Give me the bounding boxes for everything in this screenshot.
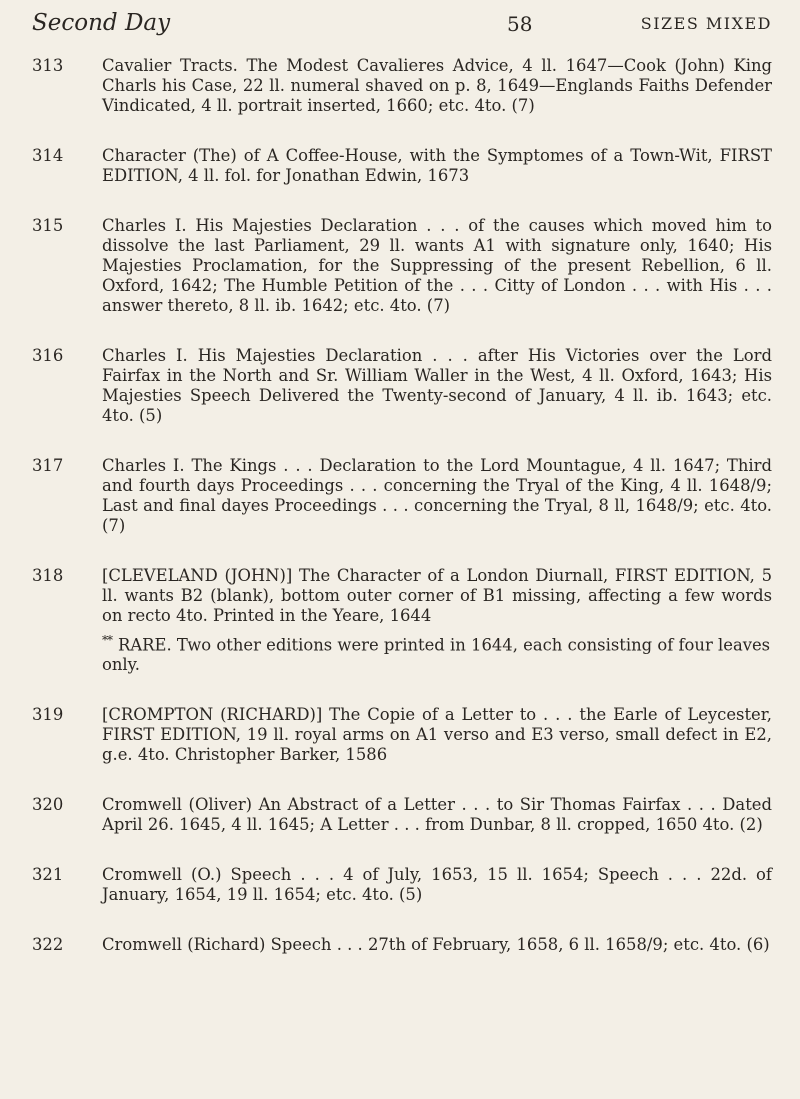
lot-entry (32, 56, 772, 116)
lot-number: 313 (32, 56, 64, 75)
lot-entry (32, 216, 772, 316)
lot-entry (32, 865, 772, 905)
lot-description: Character (The) of A Coffee-House, with the Symptomes of a Town-Wit, FIRST EDITION, 4 ll. fol. for Jonathan Edwin, 1673 (102, 146, 772, 185)
lot-description: Charles I. His Majesties Declaration . . . of the causes which moved him to dissolve the last Parliament, 29 ll. wants A1 with signature only, 1640; His Majesties Proclamation, for the Suppressing of the present Rebellion, 6 ll. Oxford, 1642; The Humble Petition of the . . . Citty of London . . . with His . . . answer thereto, 8 ll. ib. 1642; etc. 4to. (7) (102, 216, 772, 315)
lot-entry (32, 795, 772, 835)
running-head-right: SIZES MIXED (640, 14, 772, 33)
lot-number: 315 (32, 216, 64, 235)
lot-number: 319 (32, 705, 64, 725)
lot-number: 322 (32, 935, 64, 955)
page-number: 58 (507, 12, 533, 36)
lot-description: Charles I. The Kings . . . Declaration to the Lord Mountague, 4 ll. 1647; Third and fourth days Proceedings . . . concerning the Tryal of the King, 4 ll. 1648/9; Last and final dayes Proceedings . . . concerning the Tryal, 8 ll, 1648/9; etc. 4to. (7) (102, 456, 772, 535)
page-header (32, 10, 772, 40)
lot-entry (32, 456, 772, 536)
lot-description: Cavalier Tracts. The Modest Cavalieres Advice, 4 ll. 1647—Cook (John) King Charls his Case, 22 ll. numeral shaved on p. 8, 1649—Englands Faiths Defender Vindicated, 4 ll. portrait inserted, 1660; etc. 4to. (7) (102, 56, 772, 115)
lot-entry (32, 346, 772, 426)
running-head-left: Second Day (32, 10, 171, 36)
lot-number: 321 (32, 865, 64, 885)
lot-description: Cromwell (O.) Speech . . . 4 of July, 1653, 15 ll. 1654; Speech . . . 22d. of January, 1654, 19 ll. 1654; etc. 4to. (5) (102, 865, 772, 905)
lot-number: 316 (32, 346, 64, 365)
lot-entry (32, 705, 772, 765)
lot-entry (32, 935, 772, 955)
lot-entry (32, 566, 772, 675)
lot-description: [CROMPTON (RICHARD)] The Copie of a Letter to . . . the Earle of Leycester, FIRST EDITION, 19 ll. royal arms on A1 verso and E3 verso, small defect in E2, g.e. 4to. Christopher Barker, 1586 (102, 705, 772, 765)
lot-number: 320 (32, 795, 64, 815)
lot-number: 314 (32, 146, 64, 165)
lot-description: [CLEVELAND (JOHN)] The Character of a London Diurnall, FIRST EDITION, 5 ll. wants B2 (blank), bottom outer corner of B1 missing, affecting a few words on recto 4to. Printed in the Yeare, 1644 (102, 566, 772, 625)
lot-description: Charles I. His Majesties Declaration . . . after His Victories over the Lord Fairfax in the North and Sr. William Waller in the West, 4 ll. Oxford, 1643; His Majesties Speech Delivered the Twenty-second of January, 4 ll. ib. 1643; etc. 4to. (5) (102, 346, 772, 425)
lot-note-text: RARE. Two other editions were printed in 1644, each consisting of four leaves only. (102, 635, 771, 675)
lot-number: 318 (32, 566, 64, 585)
lot-list (32, 56, 772, 985)
lot-entry (32, 146, 772, 186)
lot-description: Cromwell (Richard) Speech . . . 27th of February, 1658, 6 ll. 1658/9; etc. 4to. (6) (102, 935, 770, 955)
lot-description: Cromwell (Oliver) An Abstract of a Letter . . . to Sir Thomas Fairfax . . . Dated April 26. 1645, 4 ll. 1645; A Letter . . . from Dunbar, 8 ll. cropped, 1650 4to. (2) (102, 795, 772, 835)
lot-note (102, 630, 772, 675)
lot-number: 317 (32, 456, 64, 475)
asterism-marker: ** (102, 633, 112, 647)
